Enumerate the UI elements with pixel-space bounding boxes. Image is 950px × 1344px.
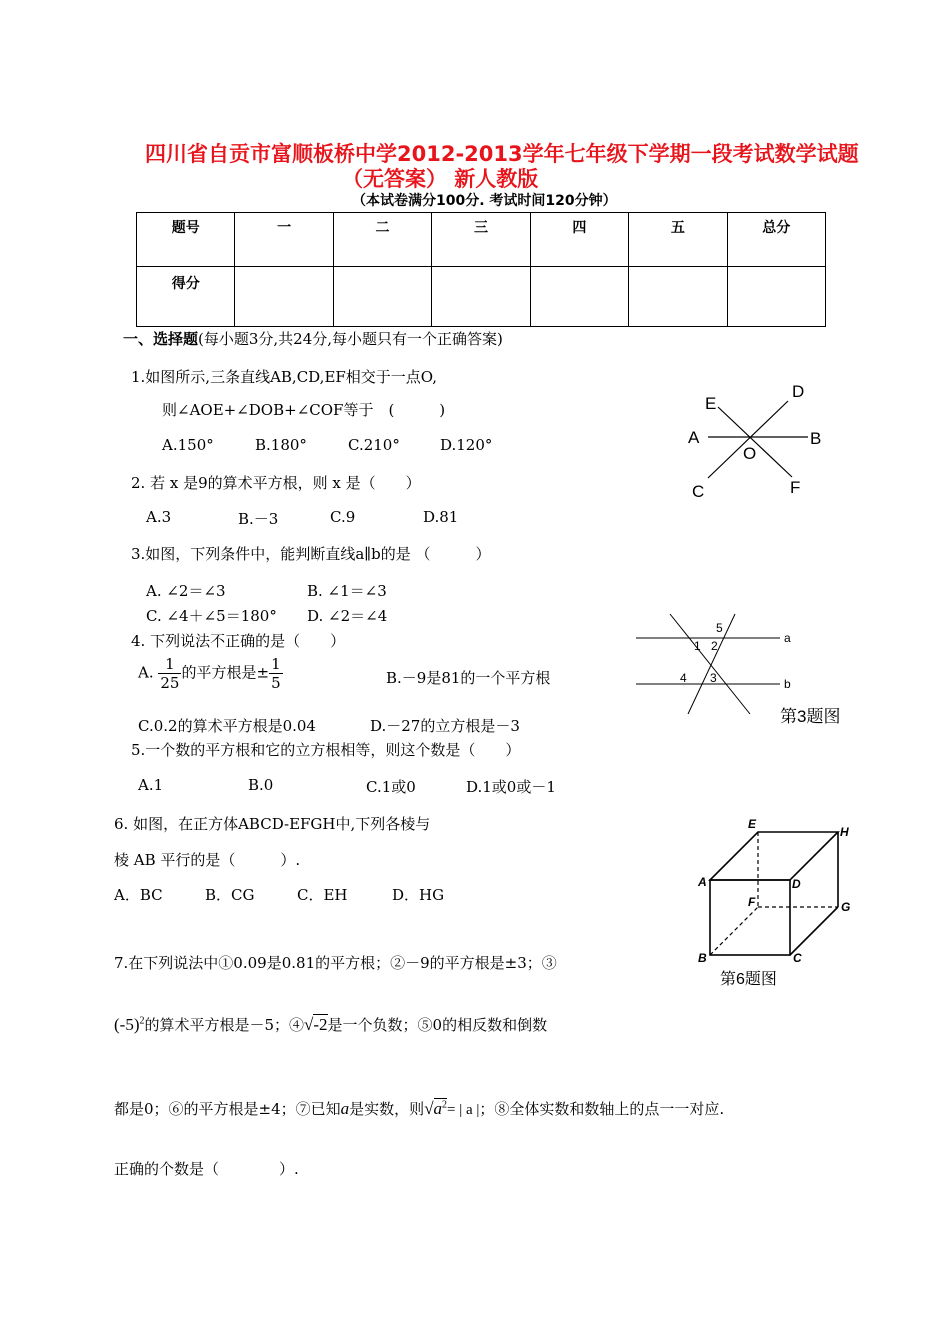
q3-stem: 3.如图，下列条件中，能判断直线a∥b的是 （ ） bbox=[131, 545, 491, 563]
col-header: 四 bbox=[530, 213, 628, 267]
q1-stem-2: 则∠AOE+∠DOB+∠COF等于 ( ) bbox=[162, 401, 446, 419]
q7-text-b: 是一个负数；⑤0的相反数和倒数 bbox=[327, 1016, 548, 1034]
frac-den: 5 bbox=[271, 674, 281, 692]
score-cell[interactable] bbox=[727, 267, 825, 327]
fig3-label-4: 4 bbox=[680, 671, 687, 685]
q5-option-c[interactable]: C.1或0 bbox=[366, 778, 416, 796]
fig3-label-3: 3 bbox=[710, 671, 717, 685]
q6-stem-2: 棱 AB 平行的是（ ）. bbox=[114, 851, 301, 869]
fig1-label-e: E bbox=[705, 394, 717, 413]
q6-option-c[interactable]: C．EH bbox=[297, 886, 348, 904]
section-note: (每小题3分,共24分,每小题只有一个正确答案) bbox=[198, 330, 503, 348]
fig1-label-d: D bbox=[792, 382, 805, 401]
var-a: a bbox=[340, 1099, 350, 1118]
fig3-label-2: 2 bbox=[711, 639, 718, 653]
q1-option-c[interactable]: C.210° bbox=[348, 436, 400, 454]
fig1-label-o: O bbox=[743, 444, 757, 463]
q1-option-d[interactable]: D.120° bbox=[440, 436, 493, 454]
q2-option-d[interactable]: D.81 bbox=[423, 508, 459, 526]
cube-label-c: C bbox=[793, 951, 802, 965]
figure-q3-parallel-lines bbox=[630, 610, 870, 735]
q6-stem: 6. 如图，在正方体ABCD-EFGH中,下列各棱与 bbox=[114, 815, 431, 833]
frac-den: 25 bbox=[160, 674, 180, 692]
q1-option-b[interactable]: B.180° bbox=[255, 436, 307, 454]
expr-base: (-5) bbox=[114, 1015, 140, 1034]
fig3-label-b: b bbox=[784, 677, 791, 691]
score-cell[interactable] bbox=[432, 267, 530, 327]
cube-label-e: E bbox=[748, 817, 757, 831]
q6-option-b[interactable]: B．CG bbox=[205, 886, 255, 904]
q1-option-a[interactable]: A.150° bbox=[162, 436, 214, 454]
col-header: 三 bbox=[432, 213, 530, 267]
col-header: 一 bbox=[235, 213, 333, 267]
q7-text-d: 是实数，则 bbox=[349, 1100, 425, 1118]
radicand-base: a bbox=[433, 1099, 443, 1118]
cube-label-d: D bbox=[792, 877, 801, 891]
sqrt-radicand bbox=[434, 1098, 448, 1118]
sqrt-sign: √ bbox=[304, 1015, 314, 1034]
q2-stem: 2. 若 x 是9的算术平方根，则 x 是（ ） bbox=[131, 474, 421, 492]
q7-text-e: ；⑧全体实数和数轴上的点一一对应. bbox=[479, 1100, 725, 1118]
frac-num: 1 bbox=[158, 655, 181, 674]
q3-option-c[interactable]: C. ∠4＋∠5＝180° bbox=[146, 607, 277, 625]
fig3-label-a: a bbox=[784, 631, 791, 645]
q5-option-b[interactable]: B.0 bbox=[248, 776, 274, 794]
fraction-1-25 bbox=[158, 655, 181, 692]
q7-text-a: 的算术平方根是－5；④ bbox=[144, 1016, 305, 1034]
page-title-line2: （无答案） 新人教版 bbox=[342, 167, 539, 191]
q7-stem-2 bbox=[114, 1014, 547, 1035]
q4-option-d[interactable]: D.－27的立方根是－3 bbox=[370, 717, 520, 735]
section-label: 一、选择题 bbox=[123, 330, 199, 348]
fig3-label-5: 5 bbox=[716, 621, 723, 635]
score-cell[interactable] bbox=[629, 267, 727, 327]
sqrt-neg2 bbox=[304, 1015, 328, 1035]
sqrt-sign: √ bbox=[424, 1099, 434, 1118]
q6-option-a[interactable]: A．BC bbox=[114, 886, 163, 904]
q4-option-c[interactable]: C.0.2的算术平方根是0.04 bbox=[138, 717, 316, 735]
fig1-label-a: A bbox=[688, 428, 700, 447]
expr-exp: 2 bbox=[139, 1015, 145, 1027]
fig1-label-f: F bbox=[790, 478, 801, 497]
q2-option-a[interactable]: A.3 bbox=[146, 508, 172, 526]
col-header: 五 bbox=[629, 213, 727, 267]
q6-option-d[interactable]: D．HG bbox=[392, 886, 445, 904]
cube-label-a: A bbox=[698, 875, 707, 889]
q2-option-b[interactable]: B.－3 bbox=[238, 510, 279, 528]
section-heading bbox=[123, 328, 503, 349]
fig1-label-b: B bbox=[810, 429, 822, 448]
q4a-prefix: A. bbox=[138, 663, 154, 682]
score-table bbox=[136, 212, 826, 327]
q4-option-b[interactable]: B.－9是81的一个平方根 bbox=[386, 669, 551, 687]
q7-stem-3 bbox=[114, 1098, 724, 1119]
score-cell[interactable] bbox=[333, 267, 431, 327]
q5-stem: 5.一个数的平方根和它的立方根相等，则这个数是（ ） bbox=[131, 741, 521, 759]
q5-option-d[interactable]: D.1或0或－1 bbox=[466, 778, 556, 796]
q7-stem: 7.在下列说法中①0.09是0.81的平方根；②－9的平方根是±3；③ bbox=[114, 954, 557, 972]
abs-a-expr: = | a | bbox=[447, 1102, 480, 1118]
cube-label-b: B bbox=[698, 951, 707, 965]
radicand-exp: 2 bbox=[442, 1099, 448, 1111]
col-header: 二 bbox=[333, 213, 431, 267]
col-header: 总分 bbox=[727, 213, 825, 267]
row-label-question: 题号 bbox=[137, 213, 235, 267]
q3-option-d[interactable]: D. ∠2＝∠4 bbox=[307, 607, 388, 625]
exam-info: （本试卷满分100分. 考试时间120分钟） bbox=[352, 193, 617, 209]
q7-text-c: 都是0；⑥的平方根是±4；⑦已知 bbox=[114, 1100, 341, 1118]
fig1-label-c: C bbox=[692, 482, 705, 501]
fraction-1-5 bbox=[269, 655, 283, 692]
cube-label-h: H bbox=[840, 825, 849, 839]
sqrt-radicand: -2 bbox=[313, 1015, 328, 1034]
sqrt-a-squared bbox=[424, 1099, 447, 1119]
score-cell[interactable] bbox=[235, 267, 333, 327]
q4-option-a[interactable] bbox=[138, 655, 283, 692]
fig6-caption: 第6题图 bbox=[720, 971, 777, 988]
q5-option-a[interactable]: A.1 bbox=[138, 776, 164, 794]
q2-option-c[interactable]: C.9 bbox=[330, 508, 356, 526]
score-cell[interactable] bbox=[530, 267, 628, 327]
cube-label-g: G bbox=[841, 900, 851, 914]
q3-option-b[interactable]: B. ∠1＝∠3 bbox=[307, 582, 387, 600]
q3-option-a[interactable]: A. ∠2＝∠3 bbox=[146, 582, 226, 600]
expr-neg5-squared bbox=[114, 1015, 144, 1034]
q4a-text: 的平方根是± bbox=[181, 663, 270, 682]
page-title: 四川省自贡市富顺板桥中学2012-2013学年七年级下学期一段考试数学试题 bbox=[145, 142, 859, 166]
q4-stem: 4. 下列说法不正确的是（ ） bbox=[131, 632, 346, 650]
q1-stem: 1.如图所示,三条直线AB,CD,EF相交于一点O, bbox=[131, 368, 437, 386]
frac-num: 1 bbox=[271, 655, 281, 673]
q7-stem-4: 正确的个数是（ ）. bbox=[114, 1160, 299, 1178]
cube-label-f: F bbox=[748, 895, 756, 909]
row-label-score: 得分 bbox=[137, 267, 235, 327]
figure-q6-cube bbox=[690, 812, 860, 992]
fig3-caption: 第3题图 bbox=[780, 707, 841, 726]
fig3-label-1: 1 bbox=[694, 639, 701, 653]
figure-q1-intersecting-lines bbox=[680, 375, 830, 505]
